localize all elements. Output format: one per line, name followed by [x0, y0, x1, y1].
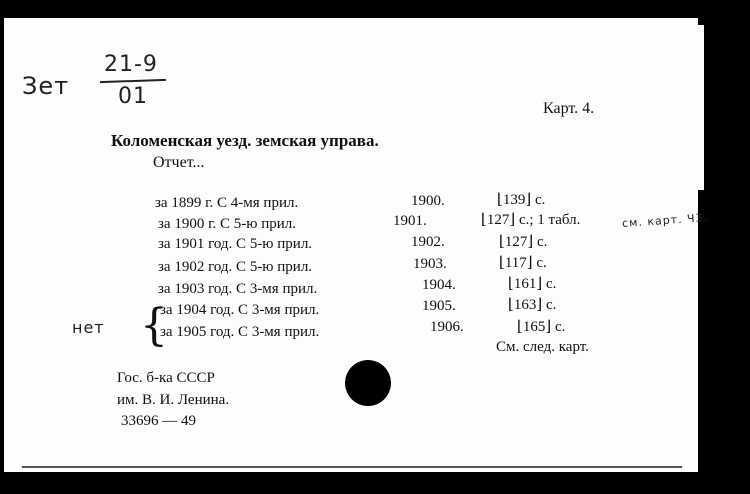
entry-year: 1904. [422, 277, 456, 293]
entry-text: за 1903 год. С 3-мя прил. [158, 281, 318, 297]
entry-year: 1905. [422, 298, 456, 314]
entry-pages: ⌊127⌋ с. [499, 234, 548, 250]
brace-mark: { [140, 300, 168, 351]
see-next-card: См. след. карт. [496, 339, 589, 355]
handwritten-net: нет [72, 318, 105, 337]
entry-year: 1901. [393, 213, 427, 229]
entry-year: 1903. [413, 256, 447, 272]
card-title: Коломенская уезд. земская управа. [111, 131, 379, 150]
entry-pages: ⌊165⌋ с. [517, 319, 566, 335]
library-line2: им. В. И. Ленина. [117, 392, 230, 408]
entry-pages: ⌊163⌋ с. [508, 297, 557, 313]
entry-pages: ⌊161⌋ с. [508, 276, 557, 292]
handwritten-numerator: 21-9 [104, 52, 158, 77]
entry-text: за 1900 г. С 5-ю прил. [158, 216, 297, 232]
entry-text: за 1904 год. С 3-мя прил. [160, 302, 320, 318]
library-line3: 33696 — 49 [121, 413, 196, 429]
card-edge [690, 25, 704, 190]
entry-pages: ⌊117⌋ с. [499, 255, 547, 271]
entry-text: за 1901 год. С 5-ю прил. [158, 236, 313, 252]
entry-year: 1900. [411, 193, 445, 209]
card-subtitle: Отчет... [153, 154, 205, 171]
entry-text: за 1902 год. С 5-ю прил. [158, 259, 313, 275]
entry-year: 1902. [411, 234, 445, 250]
handwritten-note: см. карт. Ч3. [621, 211, 709, 230]
entry-text: за 1899 г. С 4-мя прил. [155, 195, 299, 211]
card-number: Карт. 4. [543, 100, 595, 117]
handwritten-code: Зет [22, 72, 70, 100]
card-bottom-edge [22, 466, 682, 468]
entry-text: за 1905 год. С 3-мя прил. [160, 324, 320, 340]
handwritten-denominator: 01 [118, 84, 148, 109]
entry-pages: ⌊139⌋ с. [497, 192, 546, 208]
library-line1: Гос. б-ка СССР [117, 370, 215, 386]
entry-year: 1906. [430, 319, 464, 335]
catalog-card [4, 18, 698, 472]
entry-pages: ⌊127⌋ с.; 1 табл. [481, 212, 581, 228]
punch-hole [345, 360, 391, 406]
